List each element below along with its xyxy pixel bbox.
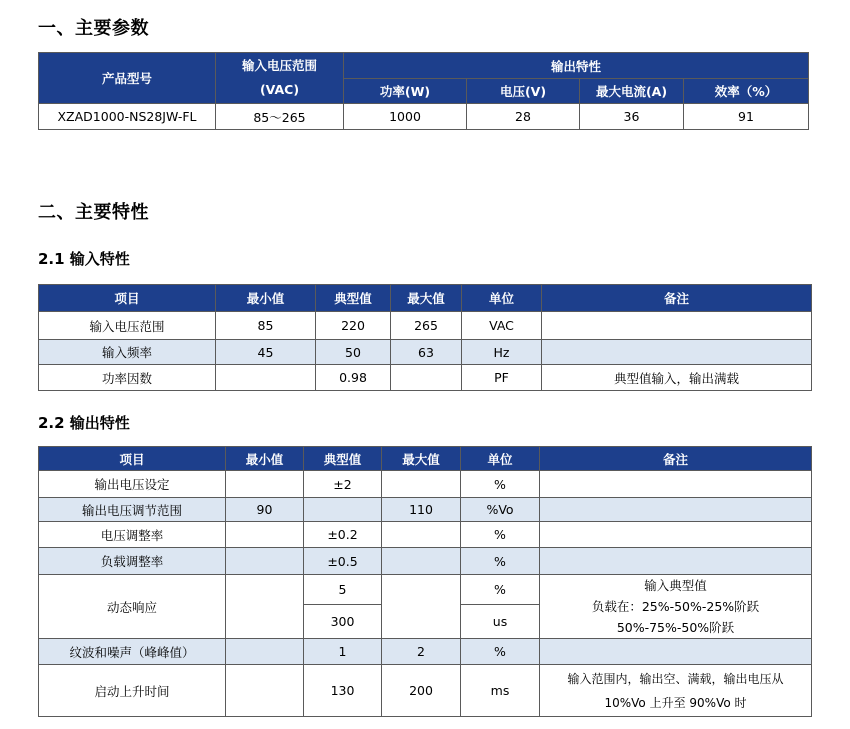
cell-note — [540, 471, 812, 498]
cell-max — [382, 575, 461, 639]
table-row — [39, 665, 812, 717]
cell-unit: Hz — [462, 340, 542, 365]
header-input-voltage-line2: (VAC) — [259, 82, 300, 97]
cell-typ: 0.98 — [316, 365, 391, 391]
cell-min — [226, 639, 304, 665]
cell-note — [540, 548, 812, 575]
cell-max: 63 — [391, 340, 462, 365]
cell-efficiency: 91 — [684, 104, 809, 130]
cell-min — [226, 471, 304, 498]
header-model: 产品型号 — [39, 53, 216, 104]
header-output: 输出特性 — [344, 53, 809, 79]
cell-item: 启动上升时间 — [39, 665, 226, 717]
main-params-table — [38, 52, 809, 130]
cell-max: 2 — [382, 639, 461, 665]
cell-max — [382, 548, 461, 575]
header-item: 项目 — [39, 285, 216, 312]
cell-typ: ±0.2 — [304, 522, 382, 548]
input-characteristics-table — [38, 284, 812, 391]
input-characteristics-title: 2.1 输入特性 — [38, 250, 130, 268]
table-row — [39, 498, 812, 522]
cell-typ: 130 — [304, 665, 382, 717]
cell-item: 功率因数 — [39, 365, 216, 391]
cell-max — [382, 522, 461, 548]
table-row — [39, 575, 812, 605]
header-typ: 典型值 — [316, 285, 391, 312]
cell-min — [226, 575, 304, 639]
table-row — [39, 639, 812, 665]
output-characteristics-title: 2.2 输出特性 — [38, 414, 130, 432]
header-unit: 单位 — [461, 447, 540, 471]
cell-typ: 50 — [316, 340, 391, 365]
section-1-title: 一、主要参数 — [38, 18, 149, 39]
cell-max — [382, 471, 461, 498]
cell-note: 典型值输入，输出满载 — [542, 365, 812, 391]
header-max: 最大值 — [382, 447, 461, 471]
note-line: 负载在：25%-50%-25%阶跃 — [591, 599, 760, 614]
cell-typ: ±0.5 — [304, 548, 382, 575]
cell-item: 输出电压调节范围 — [39, 498, 226, 522]
cell-model: XZAD1000-NS28JW-FL — [39, 104, 216, 130]
cell-min: 90 — [226, 498, 304, 522]
note-line: 50%-75%-50%阶跃 — [616, 620, 735, 635]
cell-min — [216, 365, 316, 391]
header-min: 最小值 — [226, 447, 304, 471]
cell-min — [226, 665, 304, 717]
cell-item-dynamic: 动态响应 — [39, 575, 226, 639]
cell-unit: ms — [461, 665, 540, 717]
cell-unit: % — [461, 575, 540, 605]
cell-power: 1000 — [344, 104, 467, 130]
header-unit: 单位 — [462, 285, 542, 312]
header-voltage: 电压(V) — [467, 79, 580, 104]
table-row — [39, 312, 812, 340]
header-input-voltage-line1: 输入电压范围 — [241, 58, 317, 73]
table-row — [39, 548, 812, 575]
note-line: 输入范围内，输出空、满载，输出电压从 — [567, 671, 784, 686]
cell-voltage: 28 — [467, 104, 580, 130]
cell-item: 负载调整率 — [39, 548, 226, 575]
section-2-title: 二、主要特性 — [38, 202, 149, 223]
cell-note — [542, 340, 812, 365]
cell-note — [542, 312, 812, 340]
cell-unit: us — [461, 604, 540, 638]
cell-unit: %Vo — [461, 498, 540, 522]
header-min: 最小值 — [216, 285, 316, 312]
cell-typ: 300 — [304, 604, 382, 638]
cell-item: 纹波和噪声（峰峰值） — [39, 639, 226, 665]
output-characteristics-table — [38, 446, 812, 717]
cell-note — [540, 522, 812, 548]
cell-item: 电压调整率 — [39, 522, 226, 548]
cell-min — [226, 548, 304, 575]
table-row — [39, 340, 812, 365]
cell-typ: 5 — [304, 575, 382, 605]
cell-note-startup — [540, 665, 812, 717]
cell-typ: 1 — [304, 639, 382, 665]
cell-min: 45 — [216, 340, 316, 365]
note-line: 10%Vo 上升至 90%Vo 时 — [604, 695, 747, 710]
header-item: 项目 — [39, 447, 226, 471]
table-row — [39, 471, 812, 498]
header-power: 功率(W) — [344, 79, 467, 104]
cell-note — [540, 639, 812, 665]
table-row — [39, 365, 812, 391]
cell-note-dynamic — [540, 575, 812, 639]
header-note: 备注 — [540, 447, 812, 471]
cell-max: 200 — [382, 665, 461, 717]
note-line: 输入典型值 — [644, 578, 707, 593]
cell-max-current: 36 — [580, 104, 684, 130]
cell-unit: % — [461, 522, 540, 548]
cell-max — [391, 365, 462, 391]
cell-unit: % — [461, 471, 540, 498]
cell-unit: % — [461, 639, 540, 665]
cell-typ: ±2 — [304, 471, 382, 498]
header-max: 最大值 — [391, 285, 462, 312]
cell-max: 265 — [391, 312, 462, 340]
header-input-voltage — [216, 53, 344, 104]
cell-typ — [304, 498, 382, 522]
cell-item: 输出电压设定 — [39, 471, 226, 498]
cell-unit: PF — [462, 365, 542, 391]
cell-typ: 220 — [316, 312, 391, 340]
cell-input-voltage: 85～265 — [216, 104, 344, 130]
header-max-current: 最大电流(A) — [580, 79, 684, 104]
header-efficiency: 效率（%） — [684, 79, 809, 104]
header-note: 备注 — [542, 285, 812, 312]
cell-min: 85 — [216, 312, 316, 340]
cell-max: 110 — [382, 498, 461, 522]
cell-item: 输入频率 — [39, 340, 216, 365]
cell-unit: % — [461, 548, 540, 575]
cell-min — [226, 522, 304, 548]
table-row — [39, 522, 812, 548]
cell-unit: VAC — [462, 312, 542, 340]
cell-item: 输入电压范围 — [39, 312, 216, 340]
cell-note — [540, 498, 812, 522]
header-typ: 典型值 — [304, 447, 382, 471]
